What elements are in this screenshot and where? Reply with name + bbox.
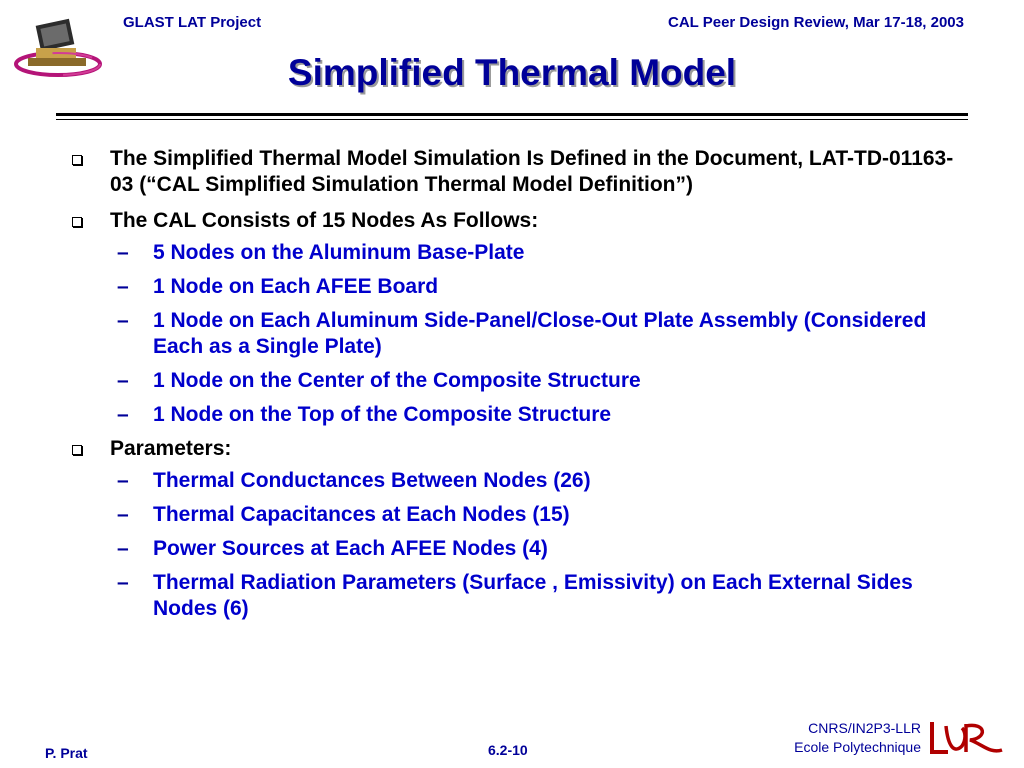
sub-bullet-text: 5 Nodes on the Aluminum Base-Plate bbox=[153, 241, 525, 264]
sub-bullet-item bbox=[117, 402, 975, 428]
sub-bullet-text: Thermal Capacitances at Each Nodes (15) bbox=[153, 503, 570, 526]
bullet-text: The CAL Consists of 15 Nodes As Follows: bbox=[110, 209, 539, 232]
footer-page-number: 6.2-10 bbox=[488, 742, 528, 758]
sub-bullet-text: Thermal Radiation Parameters (Surface , Emissivity) on Each External Sides Nodes (6) bbox=[153, 571, 913, 620]
dash-icon: – bbox=[117, 369, 129, 392]
sub-bullet-text: 1 Node on Each AFEE Board bbox=[153, 275, 439, 298]
title-rule-thin bbox=[56, 119, 968, 120]
org-line-1: CNRS/IN2P3-LLR bbox=[808, 720, 921, 736]
bullet-item bbox=[70, 146, 975, 198]
sub-bullet-item bbox=[117, 468, 975, 494]
bullet-item bbox=[70, 436, 975, 462]
sub-bullet-item bbox=[117, 240, 975, 266]
bullet-text: The Simplified Thermal Model Simulation Is Defined in the Document, LAT-TD-01163-03 (“CAL Simplified Simulation Thermal Model Definition”) bbox=[110, 147, 954, 196]
sub-bullet-text: Thermal Conductances Between Nodes (26) bbox=[153, 469, 591, 492]
dash-icon: – bbox=[117, 503, 129, 526]
sub-bullet-item bbox=[117, 570, 975, 622]
title-rule-thick bbox=[56, 113, 968, 116]
sub-bullet-text: 1 Node on Each Aluminum Side-Panel/Close-Out Plate Assembly (Considered Each as a Single Plate) bbox=[153, 309, 927, 358]
sub-bullet-list bbox=[117, 468, 975, 622]
dash-icon: – bbox=[117, 571, 129, 594]
dash-icon: – bbox=[117, 469, 129, 492]
footer-author: P. Prat bbox=[45, 745, 88, 761]
dash-icon: – bbox=[117, 537, 129, 560]
slide-content bbox=[70, 146, 975, 630]
header-project: GLAST LAT Project bbox=[123, 14, 262, 31]
dash-icon: – bbox=[117, 241, 129, 264]
slide-title: Simplified Thermal Model bbox=[287, 52, 737, 93]
footer-organization bbox=[794, 719, 921, 757]
bullet-item bbox=[70, 208, 975, 234]
sub-bullet-list bbox=[117, 240, 975, 428]
sub-bullet-item bbox=[117, 274, 975, 300]
org-line-2: Ecole Polytechnique bbox=[794, 739, 921, 755]
sub-bullet-item bbox=[117, 308, 975, 360]
dash-icon: – bbox=[117, 275, 129, 298]
llr-logo-icon bbox=[926, 716, 1006, 760]
sub-bullet-item bbox=[117, 536, 975, 562]
sub-bullet-item bbox=[117, 502, 975, 528]
sub-bullet-text: Power Sources at Each AFEE Nodes (4) bbox=[153, 537, 548, 560]
square-bullet-icon bbox=[72, 155, 82, 165]
sub-bullet-text: 1 Node on the Top of the Composite Structure bbox=[153, 403, 612, 426]
dash-icon: – bbox=[117, 309, 129, 332]
header-review: CAL Peer Design Review, Mar 17-18, 2003 bbox=[668, 14, 964, 31]
square-bullet-icon bbox=[72, 217, 82, 227]
sub-bullet-text: 1 Node on the Center of the Composite Structure bbox=[153, 369, 641, 392]
square-bullet-icon bbox=[72, 445, 82, 455]
sub-bullet-item bbox=[117, 368, 975, 394]
bullet-text: Parameters: bbox=[110, 437, 232, 460]
dash-icon: – bbox=[117, 403, 129, 426]
